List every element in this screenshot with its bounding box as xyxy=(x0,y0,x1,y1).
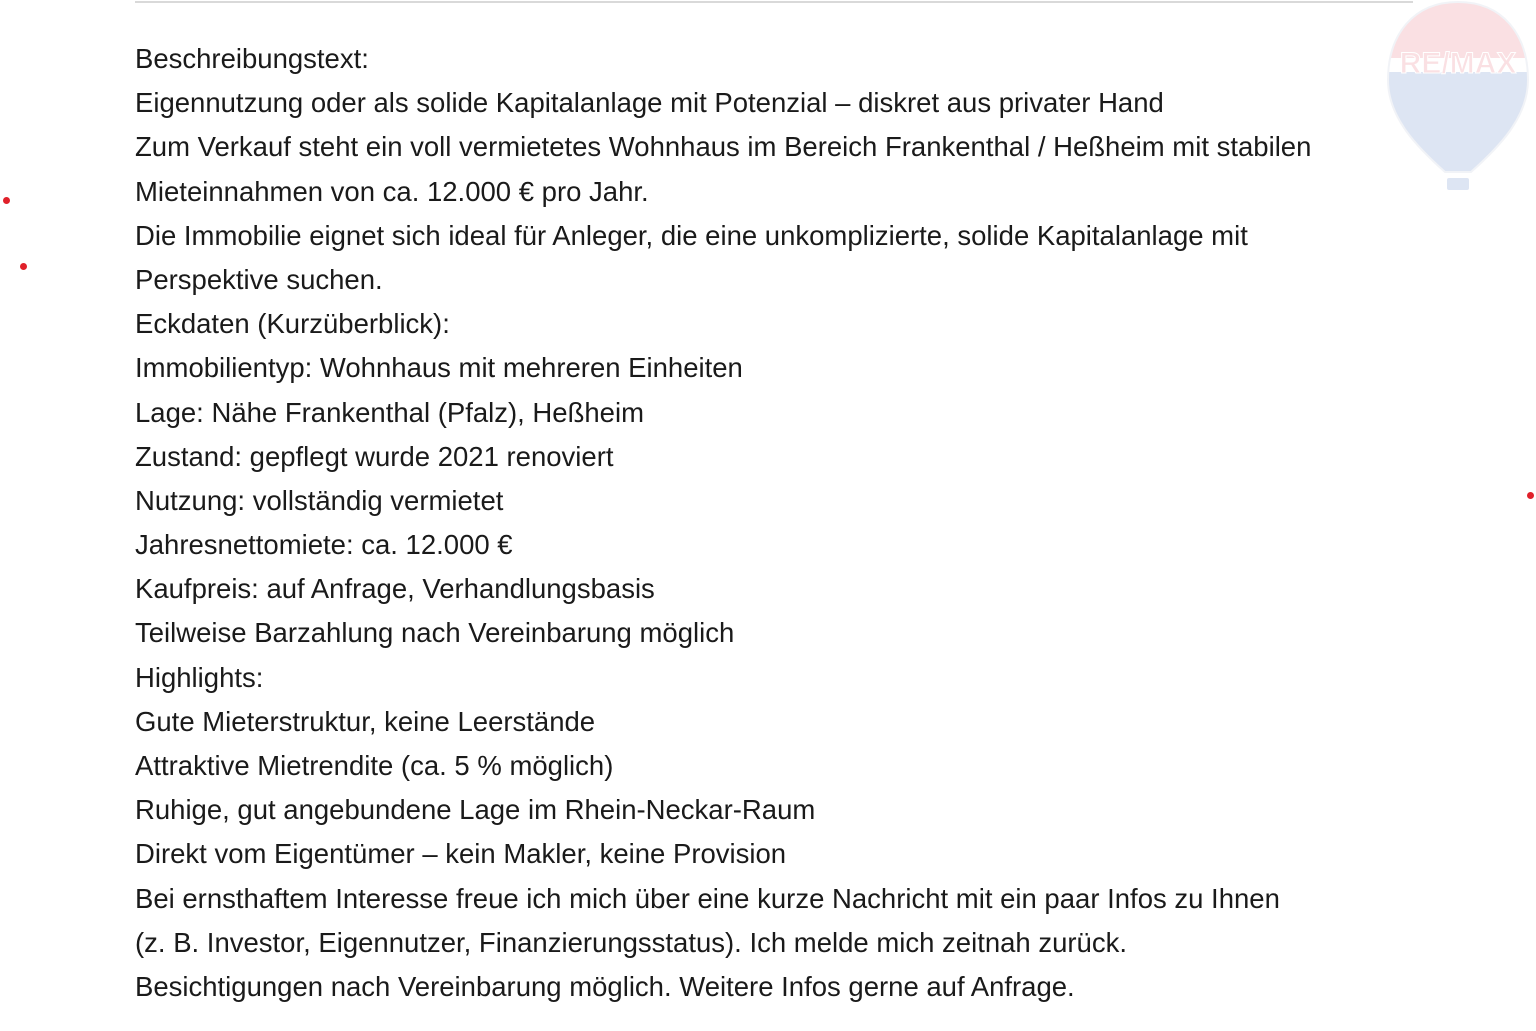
highlight-item: Direkt vom Eigentümer – kein Makler, keine Provision xyxy=(135,838,787,870)
highlights-heading: Highlights: xyxy=(135,661,264,693)
top-divider xyxy=(135,1,1413,3)
key-data-heading: Eckdaten (Kurzüberblick): xyxy=(135,308,450,340)
key-data-item: Teilweise Barzahlung nach Vereinbarung möglich xyxy=(135,617,735,649)
closing-line: (z. B. Investor, Eigennutzer, Finanzierungsstatus). Ich melde mich zeitnah zurück. xyxy=(135,926,1127,958)
red-marker-dot xyxy=(1527,492,1534,499)
highlight-item: Gute Mieterstruktur, keine Leerstände xyxy=(135,705,596,737)
key-data-item: Zustand: gepflegt wurde 2021 renoviert xyxy=(135,440,614,472)
description-line: Zum Verkauf steht ein voll vermietetes Wohnhaus im Bereich Frankenthal / Heßheim mit stabilen xyxy=(135,131,1312,163)
svg-text:RE/MAX: RE/MAX xyxy=(1399,47,1517,80)
red-marker-dot xyxy=(20,263,27,270)
key-data-item: Kaufpreis: auf Anfrage, Verhandlungsbasis xyxy=(135,573,655,605)
description-line: Perspektive suchen. xyxy=(135,263,383,295)
description-line: Die Immobilie eignet sich ideal für Anleger, die eine unkomplizierte, solide Kapitalanlage mit xyxy=(135,219,1248,251)
red-marker-dot xyxy=(3,197,10,204)
key-data-item: Lage: Nähe Frankenthal (Pfalz), Heßheim xyxy=(135,396,644,428)
closing-line: Bei ernsthaftem Interesse freue ich mich über eine kurze Nachricht mit ein paar Infos zu Ihnen xyxy=(135,882,1280,914)
description-line: Mieteinnahmen von ca. 12.000 € pro Jahr. xyxy=(135,175,649,207)
closing-line: Besichtigungen nach Vereinbarung möglich. Weitere Infos gerne auf Anfrage. xyxy=(135,970,1075,1002)
description-heading: Beschreibungstext: xyxy=(135,43,369,74)
highlight-item: Attraktive Mietrendite (ca. 5 % möglich) xyxy=(135,750,614,781)
highlight-item: Ruhige, gut angebundene Lage im Rhein-Neckar-Raum xyxy=(135,794,816,826)
key-data-item: Nutzung: vollständig vermietet xyxy=(135,484,504,516)
description-line: Eigennutzung oder als solide Kapitalanlage mit Potenzial – diskret aus privater Hand xyxy=(135,87,1164,119)
key-data-item: Immobilientyp: Wohnhaus mit mehreren Einheiten xyxy=(135,352,743,384)
description-text xyxy=(135,37,1425,1009)
key-data-item: Jahresnettomiete: ca. 12.000 € xyxy=(135,529,513,561)
